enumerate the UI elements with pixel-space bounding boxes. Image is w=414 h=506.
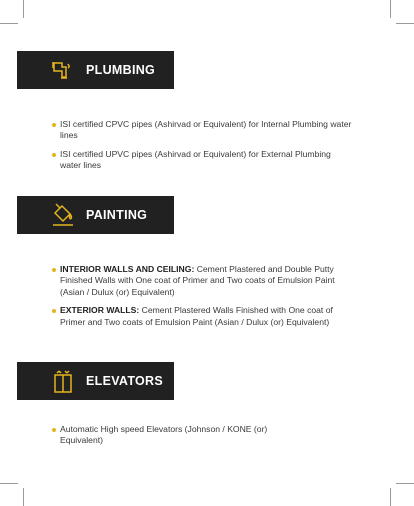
crop-mark [396, 23, 414, 24]
section-banner-painting [17, 196, 174, 234]
crop-mark [390, 488, 391, 506]
plumbing-list [52, 119, 352, 179]
crop-mark [390, 0, 391, 18]
crop-mark [0, 23, 18, 24]
section-banner-elevators [17, 362, 174, 400]
list-item: Automatic High speed Elevators (Johnson / KONE (or) Equivalent) [52, 424, 292, 447]
section-title: ELEVATORS [86, 374, 164, 388]
crop-mark [23, 488, 24, 506]
list-item: INTERIOR WALLS AND CEILING: Cement Plastered and Double Putty Finished Walls with One coat of Primer and Two coats of Emulsion Paint (Asian / Dulux (or) Equivalent) [52, 264, 337, 298]
paint-bucket-icon [50, 202, 76, 228]
list-item: ISI certified UPVC pipes (Ashirvad or Equivalent) for External Plumbing water lines [52, 149, 352, 172]
section-title: PLUMBING [86, 63, 156, 77]
list-item: EXTERIOR WALLS: Cement Plastered Walls Finished with One coat of Primer and Two coats of Emulsion Paint (Asian / Dulux (or) Equivalent) [52, 305, 337, 328]
painting-list [52, 264, 337, 335]
crop-mark [0, 483, 18, 484]
section-title: PAINTING [86, 208, 148, 222]
crop-mark [396, 483, 414, 484]
list-item: ISI certified CPVC pipes (Ashirvad or Equivalent) for Internal Plumbing water lines [52, 119, 352, 142]
crop-mark [23, 0, 24, 18]
section-banner-plumbing [17, 51, 174, 89]
pipe-icon [50, 57, 76, 83]
elevator-icon [50, 368, 76, 394]
elevators-list [52, 424, 292, 454]
